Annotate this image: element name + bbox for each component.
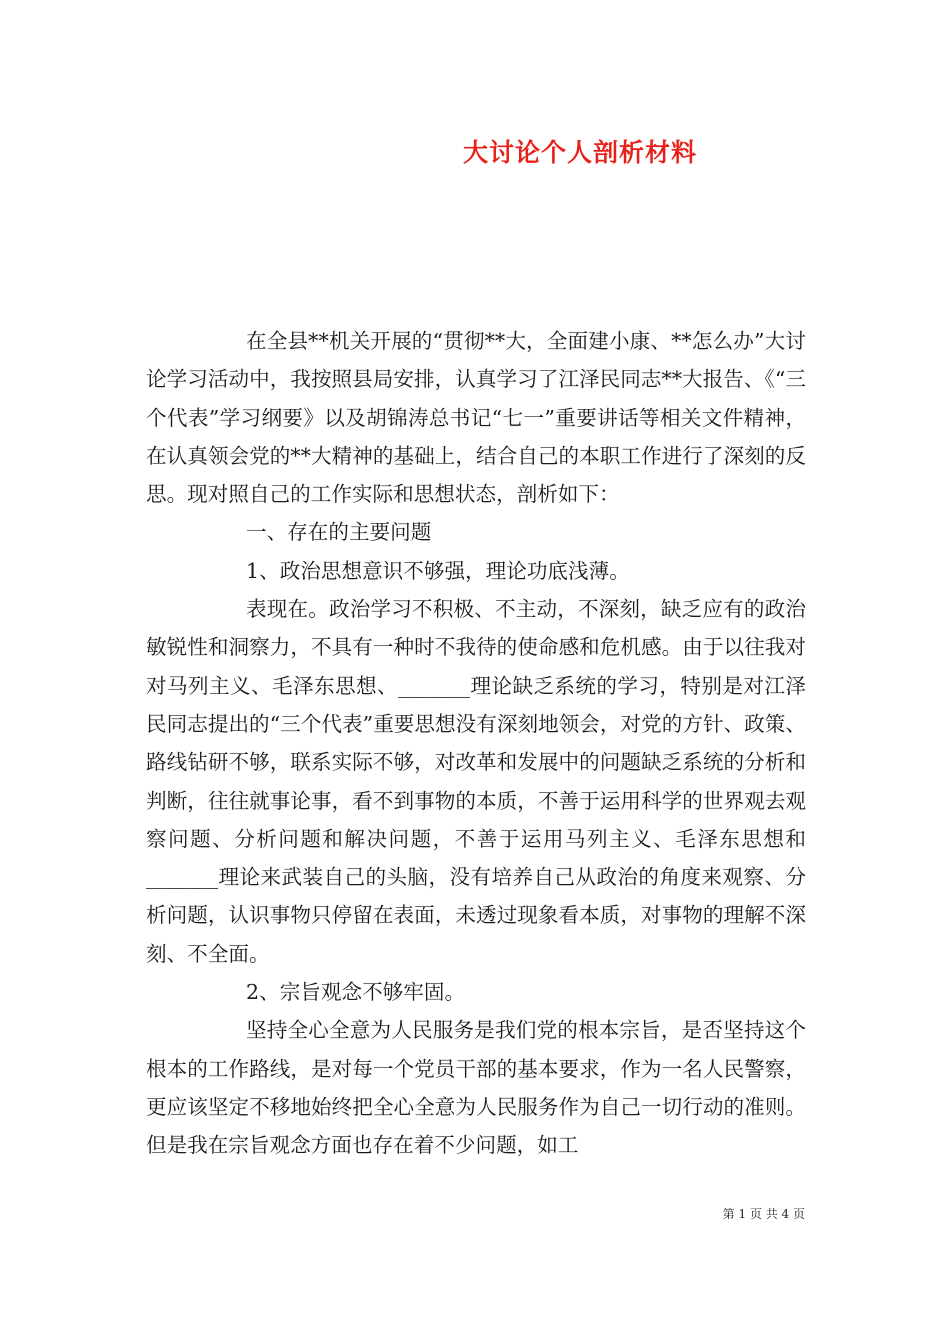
section-heading-problems: 一、存在的主要问题 xyxy=(246,520,432,545)
page-number-footer: 第 1 页 共 4 页 xyxy=(722,1207,805,1221)
document-body xyxy=(146,322,806,1165)
subheading-purpose-concept: 2、宗旨观念不够牢固。 xyxy=(246,980,466,1005)
paragraph-purpose-concept: 坚持全心全意为人民服务是我们党的根本宗旨，是否坚持这个根本的工作路线，是对每一个党员干部的基本要求，作为一名人民警察，更应该坚定不移地始终把全心全意为人民服务作为自己一切行动的准则。但是我在宗旨观念方面也存在着不少问题，如工 xyxy=(146,1018,806,1158)
subheading-political-awareness: 1、政治思想意识不够强，理论功底浅薄。 xyxy=(246,558,630,583)
paragraph-political-awareness: 表现在。政治学习不积极、不主动，不深刻，缺乏应有的政治敏锐性和洞察力，不具有一种时不我待的使命感和危机感。由于以往我对对马列主义、毛泽东思想、_______理论缺乏系统的学习，特别是对江泽民同志提出的“三个代表”重要思想没有深刻地领会，对党的方针、政策、路线钻研不够，联系实际不够，对改革和发展中的问题缺乏系统的分析和判断，往往就事论事，看不到事物的本质，不善于运用科学的世界观去观察问题、分析问题和解决问题，不善于运用马列主义、毛泽东思想和_______理论来武装自己的头脑，没有培养自己从政治的角度来观察、分析问题，认识事物只停留在表面，未透过现象看本质，对事物的理解不深刻、不全面。 xyxy=(146,597,806,966)
document-title: 大讨论个人剖析材料 xyxy=(462,138,697,167)
paragraph-intro: 在全县**机关开展的“贯彻**大，全面建小康、**怎么办”大讨论学习活动中，我按照县局安排，认真学习了江泽民同志**大报告、《“三个代表”学习纲要》以及胡锦涛总书记“七一”重要讲话等相关文件精神，在认真领会党的**大精神的基础上，结合自己的本职工作进行了深刻的反思。现对照自己的工作实际和思想状态，剖析如下： xyxy=(146,329,806,507)
